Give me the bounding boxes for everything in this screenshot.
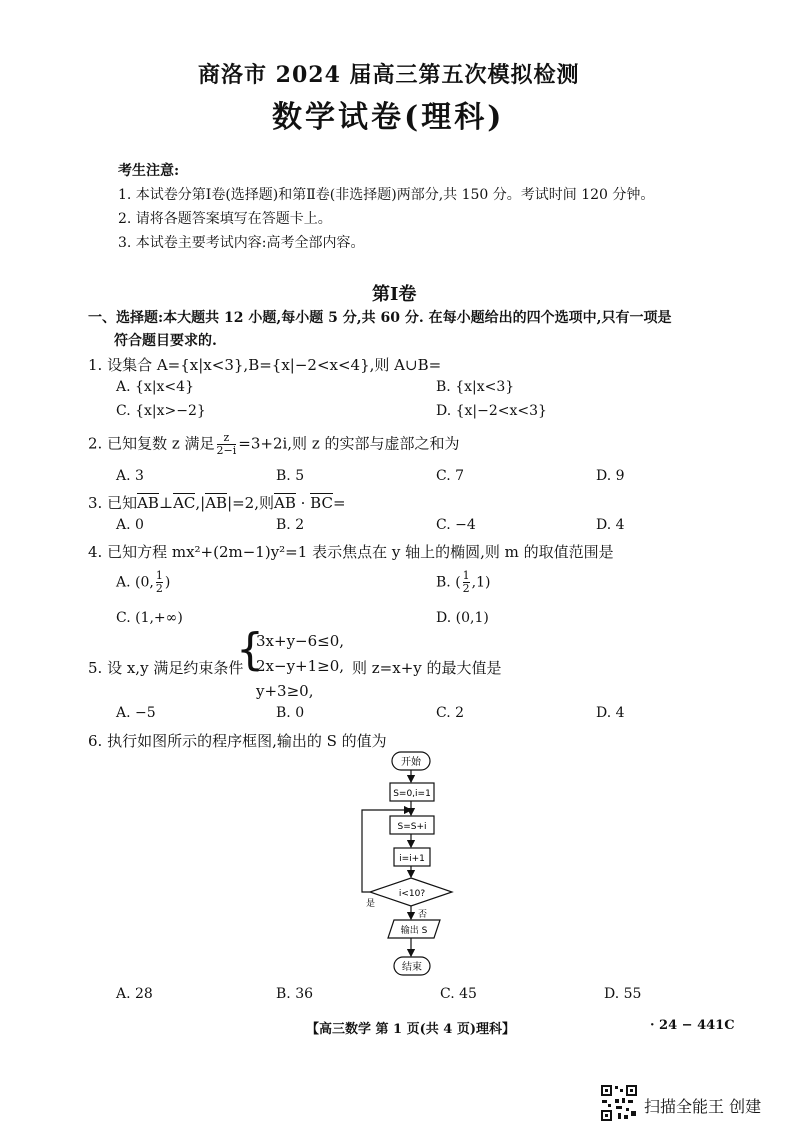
q4-a-num: 1	[155, 569, 163, 582]
flow-no-label: 否	[418, 910, 428, 920]
q5-constraint-2: 2x−y+1≥0,	[256, 657, 345, 675]
q3-p5: ·	[295, 494, 311, 512]
q4-a-fraction	[156, 570, 163, 595]
q5-stem-pre: 5. 设 x,y 满足约束条件	[88, 659, 244, 677]
q3-vector-ab-2: AB	[205, 494, 228, 512]
q5-constraint-3: y+3≥0,	[256, 682, 314, 700]
q6-stem: 6. 执行如图所示的程序框图,输出的 S 的值为	[88, 732, 387, 750]
q6-option-b: B. 36	[276, 986, 314, 1002]
notice-heading: 考生注意:	[118, 163, 180, 179]
q3-option-d: D. 4	[596, 517, 625, 533]
q5-option-b: B. 0	[276, 705, 305, 721]
q4-a-den: 2	[155, 582, 163, 595]
q6-option-a: A. 28	[116, 986, 153, 1002]
q3-option-c: C. −4	[436, 517, 476, 533]
q3-p4: |=2,则	[227, 494, 274, 512]
exam-code: · 24 − 441C	[650, 1018, 735, 1033]
q3-option-b: B. 2	[276, 517, 305, 533]
q2-option-b: B. 5	[276, 468, 305, 484]
q5-constraint-1: 3x+y−6≤0,	[256, 632, 345, 650]
q6-option-c: C. 45	[440, 986, 477, 1002]
q4-option-d: D. (0,1)	[436, 610, 489, 626]
q2-frac-num: z	[217, 432, 237, 445]
flow-yes-label: 是	[366, 899, 376, 909]
page-footer: 【高三数学 第 1 页(共 4 页)理科】	[306, 1022, 516, 1037]
flowchart	[340, 746, 480, 982]
notice-item-3: 3. 本试卷主要考试内容:高考全部内容。	[118, 235, 365, 251]
q3-option-a: A. 0	[116, 517, 144, 533]
notice-item-1: 1. 本试卷分第Ⅰ卷(选择题)和第Ⅱ卷(非选择题)两部分,共 150 分。考试时间 120 分钟。	[118, 187, 655, 203]
notice-item-2: 2. 请将各题答案填写在答题卡上。	[118, 211, 332, 227]
q1-option-a: A. {x|x<4}	[116, 379, 194, 395]
q4-option-a	[116, 570, 170, 595]
flow-end-label: 结束	[402, 962, 422, 973]
q5-option-d: D. 4	[596, 705, 625, 721]
q3-vector-ab-3: AB	[274, 494, 296, 512]
q5-brace: {	[236, 624, 264, 675]
q4-b-pre: B. (	[436, 574, 461, 591]
flow-increment-label: i=i+1	[399, 854, 425, 864]
q4-b-den: 2	[462, 582, 470, 595]
q2-stem	[88, 432, 460, 457]
q5-option-c: C. 2	[436, 705, 465, 721]
q5-option-a: A. −5	[116, 705, 156, 721]
q6-option-d: D. 55	[604, 986, 642, 1002]
q3-vector-ab: AB	[137, 494, 159, 512]
section-instruction-2: 符合题目要求的.	[114, 333, 217, 349]
q3-vector-ac: AC	[173, 494, 196, 512]
section-instruction-1: 一、选择题:本大题共 12 小题,每小题 5 分,共 60 分. 在每小题给出的四个选项中,只有一项是	[88, 310, 672, 326]
q3-p3: ,|	[195, 494, 206, 512]
q1-option-d: D. {x|−2<x<3}	[436, 403, 547, 419]
scanner-watermark: 扫描全能王 创建	[644, 1097, 762, 1116]
q3-p2: ⊥	[158, 494, 174, 512]
q4-a-pre: A. (0,	[116, 574, 154, 591]
flow-start-label: 开始	[401, 757, 421, 768]
q1-option-b: B. {x|x<3}	[436, 379, 515, 395]
q2-option-c: C. 7	[436, 468, 465, 484]
q5-stem-post: 则 z=x+y 的最大值是	[352, 659, 502, 677]
q4-option-b	[436, 570, 490, 595]
q3-stem	[88, 492, 346, 513]
q2-fraction	[217, 432, 237, 457]
qr-code-icon	[600, 1084, 638, 1122]
q2-stem-pre: 2. 已知复数 z 满足	[88, 434, 215, 453]
q2-option-d: D. 9	[596, 468, 625, 484]
q4-b-fraction	[463, 570, 470, 595]
exam-title: 商洛市 2024 届高三第五次模拟检测	[198, 62, 580, 88]
q4-a-post: )	[164, 574, 171, 591]
q4-stem: 4. 已知方程 mx²+(2m−1)y²=1 表示焦点在 y 轴上的椭圆,则 m 的取值范围是	[88, 543, 614, 561]
q4-option-c: C. (1,+∞)	[116, 610, 183, 626]
q3-p6: =	[332, 494, 346, 512]
flow-output-label: 输出 S	[400, 926, 428, 936]
flow-sum-label: S=S+i	[397, 822, 427, 832]
exam-subtitle: 数学试卷(理科)	[272, 100, 505, 135]
q2-frac-den: 2−i	[216, 444, 237, 457]
flow-condition-label: i<10?	[398, 889, 426, 899]
q3-vector-bc: BC	[310, 494, 333, 512]
q2-option-a: A. 3	[116, 468, 144, 484]
q1-option-c: C. {x|x>−2}	[116, 403, 206, 419]
q2-stem-post: =3+2i,则 z 的实部与虚部之和为	[238, 434, 460, 453]
section-title: 第Ⅰ卷	[372, 284, 417, 305]
q4-b-post: ,1)	[471, 574, 491, 591]
q4-b-num: 1	[462, 569, 470, 582]
q3-p1: 3. 已知	[88, 494, 138, 512]
flow-init-label: S=0,i=1	[393, 789, 431, 799]
q1-stem: 1. 设集合 A={x|x<3},B={x|−2<x<4},则 A∪B=	[88, 356, 442, 374]
